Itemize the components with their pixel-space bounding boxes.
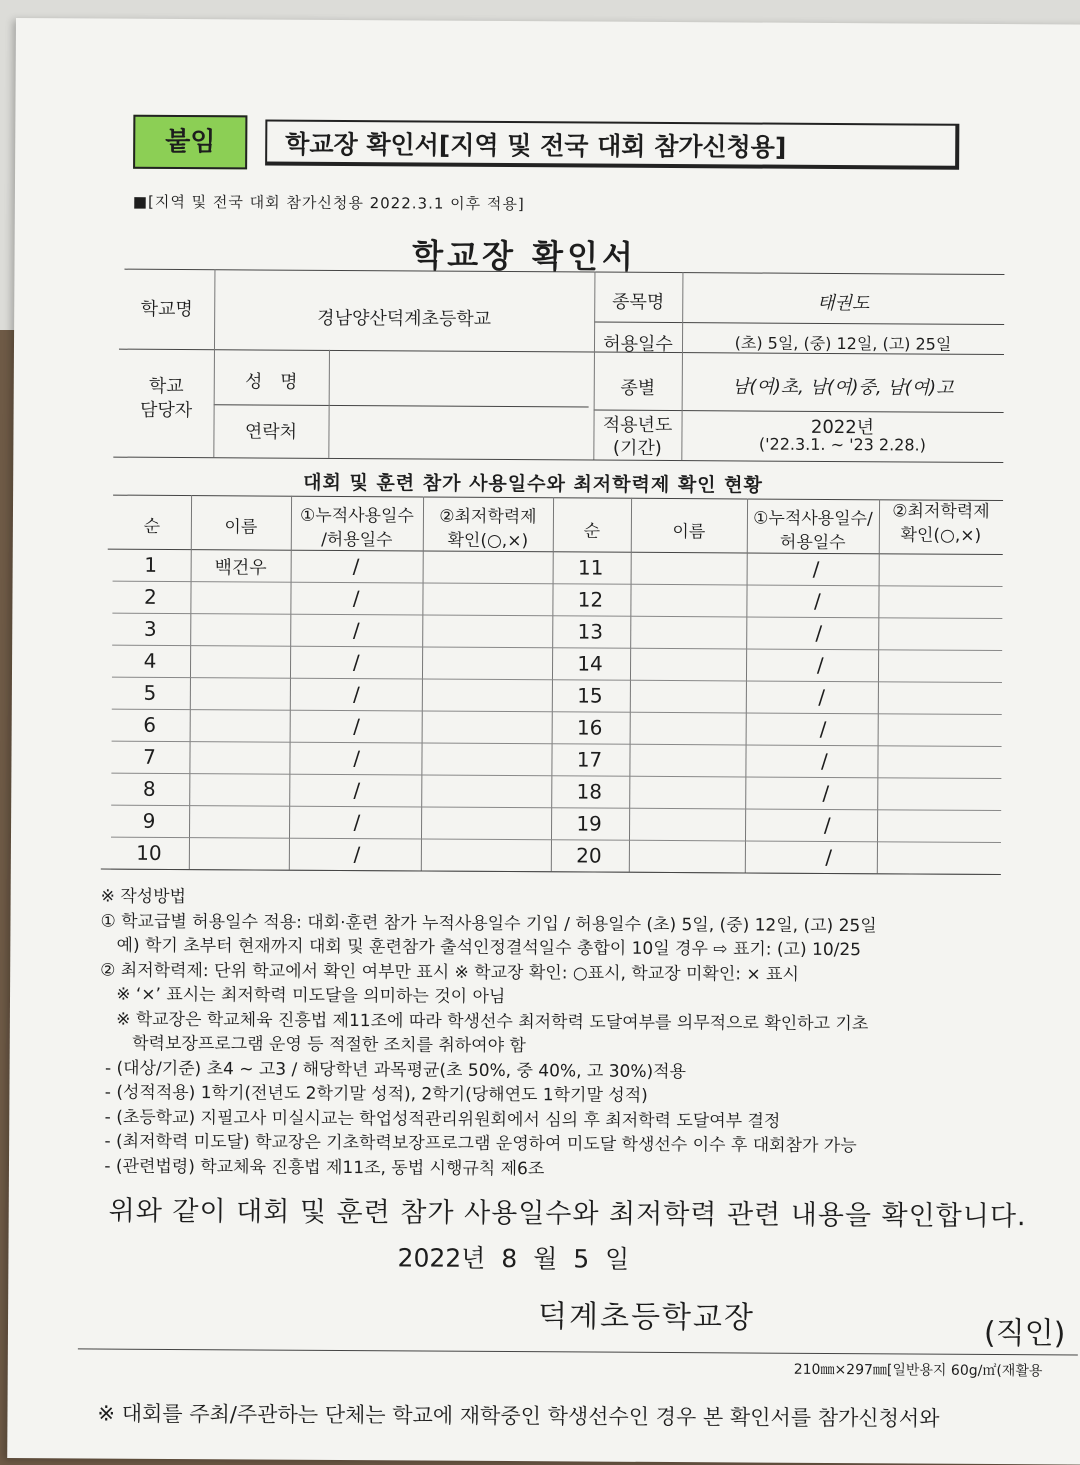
row-days-right[interactable]: / (812, 556, 820, 581)
row-seq-right: 16 (576, 715, 603, 740)
table-row-divider (112, 741, 1002, 747)
header-days-left: ①누적사용일수 /허용일수 (300, 505, 414, 551)
note-line: - (최저학력 미도달) 학교장은 기초학력보장프로그램 운영하여 미도달 학생선수 이수 후 대회참가 가능 (99, 1131, 857, 1157)
row-name-left[interactable] (189, 841, 289, 842)
row-check-right[interactable] (878, 653, 1002, 654)
table-row-divider (112, 709, 1002, 715)
attach-badge: 붙임 (133, 115, 247, 170)
row-seq-left: 8 (142, 776, 156, 801)
row-check-left[interactable] (423, 586, 553, 587)
row-name-left[interactable]: 백건우 (214, 557, 267, 579)
row-check-right[interactable] (877, 781, 1001, 782)
header-check-right: ②최저학력제 확인(○,×) (892, 501, 990, 546)
school-name: 경남양산덕계초등학교 (317, 307, 492, 330)
event-label: 종목명 (612, 291, 665, 313)
seal-label: (직인) (983, 1315, 1066, 1352)
row-name-left[interactable] (190, 713, 290, 714)
table-vline-2 (289, 496, 292, 870)
table-row-divider (111, 773, 1001, 779)
row-seq-right: 11 (577, 555, 604, 580)
note-line: - (초등학교) 지필고사 미실시교는 학업성적관리위원회에서 심의 후 최저학력 도달여부 결정 (99, 1107, 781, 1132)
row-name-right[interactable] (630, 748, 746, 749)
header-name-right: 이름 (672, 522, 706, 543)
allowed-days-value: (초) 5일, (중) 12일, (고) 25일 (734, 333, 952, 354)
row-check-left[interactable] (422, 746, 552, 747)
row-name-right[interactable] (630, 716, 746, 717)
row-seq-left: 2 (144, 584, 157, 609)
header-check-left: ②최저학력제 확인(○,×) (439, 506, 537, 552)
row-name-right[interactable] (629, 812, 745, 813)
row-check-right[interactable] (879, 589, 1003, 590)
row-check-right[interactable] (878, 717, 1002, 718)
note-line: - (성적적용) 1학기(전년도 2학기말 성적), 2학기(당해연도 1학기말 성적) (99, 1082, 648, 1106)
row-days-left[interactable]: / (353, 714, 361, 739)
contact-label: 연락처 (244, 421, 298, 443)
row-check-left[interactable] (422, 650, 552, 651)
row-name-left[interactable] (190, 617, 290, 618)
row-name-left[interactable] (189, 777, 289, 778)
row-seq-left: 7 (143, 744, 156, 769)
row-seq-left: 1 (144, 552, 158, 577)
row-check-left[interactable] (421, 842, 551, 843)
contact-input[interactable] (328, 418, 593, 450)
table-row-divider (112, 613, 1002, 619)
row-name-left[interactable] (190, 681, 290, 682)
row-name-left[interactable] (189, 809, 289, 810)
row-days-right[interactable]: / (813, 588, 821, 613)
row-check-left[interactable] (421, 778, 551, 779)
header-seq-right: 순 (583, 521, 601, 542)
table-row-divider (111, 805, 1001, 811)
table-vline-6 (745, 498, 748, 872)
manager-label: 학교 담당자 (139, 375, 193, 422)
info-bottom-border (113, 457, 1003, 463)
footer-rule (78, 1348, 1078, 1355)
principal-name: 덕계초등학교장 (537, 1299, 756, 1336)
row-days-left[interactable]: / (352, 618, 360, 643)
note-line: ※ ‘×’ 표시는 최저학력 미도달을 의미하는 것이 아님 (99, 984, 506, 1008)
gender-label: 종별 (620, 377, 656, 399)
row-name-left[interactable] (190, 649, 290, 650)
row-days-right[interactable]: / (820, 748, 828, 773)
signature-date: 2022년 8 월 5 일 (397, 1243, 630, 1274)
info-inner-divider (214, 404, 589, 407)
row-days-left[interactable]: / (353, 778, 361, 803)
row-days-right[interactable]: / (822, 780, 830, 805)
row-seq-right: 18 (576, 779, 603, 804)
name-label: 성 명 (244, 371, 298, 393)
row-check-right[interactable] (877, 845, 1001, 846)
row-seq-left: 3 (143, 616, 157, 641)
row-seq-left: 5 (143, 680, 157, 705)
document-page (7, 18, 1080, 1465)
table-row-divider (112, 645, 1002, 651)
row-check-left[interactable] (422, 714, 552, 715)
form-title: 학교장 확인서[지역 및 전국 대회 참가신청용] (265, 120, 959, 170)
row-name-right[interactable] (630, 684, 746, 685)
school-label: 학교명 (140, 298, 193, 321)
row-seq-right: 14 (577, 651, 603, 676)
row-check-right[interactable] (878, 685, 1002, 686)
row-name-right[interactable] (631, 588, 747, 589)
row-seq-left: 4 (143, 648, 157, 673)
row-name-left[interactable] (191, 585, 291, 586)
table-row-divider (111, 837, 1001, 843)
year-label: 적용년도 (기간) (602, 414, 673, 459)
row-days-right[interactable]: / (815, 620, 823, 645)
info-right-divider (594, 322, 1004, 326)
row-days-left[interactable]: / (353, 810, 361, 835)
gender-value: 남(여)초, 남(여)중, 남(여)고 (731, 376, 954, 399)
row-seq-right: 19 (576, 811, 602, 836)
row-days-right[interactable]: / (818, 684, 826, 709)
row-name-right[interactable] (630, 652, 746, 653)
table-title: 대회 및 훈련 참가 사용일수와 최저학력제 확인 현황 (303, 471, 763, 497)
row-seq-right: 17 (576, 747, 603, 772)
row-name-right[interactable] (629, 780, 745, 781)
event-value: 태권도 (817, 292, 870, 315)
row-seq-right: 12 (577, 587, 604, 612)
period-value: ('22.3.1. ~ '23 2.28.) (758, 434, 926, 455)
row-check-right[interactable] (878, 621, 1002, 622)
table-vline-1 (189, 495, 192, 869)
footnote: ※ 대회를 주최/주관하는 단체는 학교에 재학중인 학생선수인 경우 본 확인서를 참가신청서와 (97, 1401, 940, 1431)
row-days-left[interactable]: / (352, 586, 360, 611)
note-line: ① 학교급별 허용일수 적용: 대회·훈련 참가 누적사용일수 기입 / 허용일수 (초) 5일, (중) 12일, (고) 25일 (100, 911, 877, 936)
row-check-right[interactable] (879, 557, 1003, 558)
note-line: - (관련법령) 학교체육 진흥법 제11조, 동법 시행규칙 제6조 (98, 1156, 545, 1179)
notes-heading: ※ 작성방법 (100, 886, 187, 908)
header-seq-left: 순 (143, 516, 161, 537)
table-vline-7 (877, 499, 880, 873)
row-name-right[interactable] (631, 556, 747, 557)
row-seq-right: 13 (577, 619, 604, 644)
table-vline-3 (421, 496, 424, 870)
name-input[interactable] (329, 368, 594, 400)
row-days-right[interactable]: / (816, 652, 824, 677)
table-row-divider (112, 677, 1002, 683)
subnote: ■[지역 및 전국 대회 참가신청용 2022.3.1 이후 적용] (132, 192, 525, 214)
table-vline-5 (629, 498, 632, 872)
note-line: ② 최저학력제: 단위 학교에서 확인 여부만 표시 ※ 학교장 확인: ○표시, 학교장 미확인: × 표시 (100, 960, 799, 985)
main-title: 학교장 확인서 (412, 236, 637, 276)
header-days-right: ①누적사용일수/ 허용일수 (753, 508, 873, 554)
confirmation-text: 위와 같이 대회 및 훈련 참가 사용일수와 최저학력 관련 내용을 확인합니다. (108, 1195, 1027, 1233)
row-days-left[interactable]: / (352, 554, 360, 579)
row-check-left[interactable] (422, 682, 552, 683)
row-days-right[interactable]: / (819, 716, 827, 741)
year-value: 2022년 (810, 416, 875, 439)
row-name-right[interactable] (630, 620, 746, 621)
note-line: 학력보장프로그램 운영 등 적절한 조치를 취하여야 함 (99, 1033, 526, 1057)
row-seq-left: 9 (142, 808, 156, 833)
row-check-left[interactable] (422, 618, 552, 619)
note-line: - (대상/기준) 초4 ~ 고3 / 해당학년 과목평균(초 50%, 중 40%, 고 30%)적용 (99, 1058, 687, 1082)
header-name-left: 이름 (224, 517, 258, 538)
table-vline-4 (551, 497, 554, 871)
paper-spec: 210㎜×297㎜[일반용지 60g/㎡(재활용 (793, 1361, 1043, 1380)
row-days-left[interactable]: / (352, 682, 360, 707)
row-check-left[interactable] (423, 554, 553, 555)
row-days-right[interactable]: / (823, 812, 831, 837)
row-seq-left: 10 (136, 840, 162, 865)
row-seq-right: 15 (577, 683, 603, 708)
row-name-left[interactable] (190, 745, 290, 746)
table-row-divider (113, 581, 1003, 587)
note-line: ※ 학교장은 학교체육 진흥법 제11조에 따라 학생선수 최저학력 도달여부를 의무적으로 확인하고 기초 (99, 1009, 869, 1034)
row-days-left[interactable]: / (352, 650, 360, 675)
row-days-left[interactable]: / (353, 842, 361, 867)
writing-instructions (99, 885, 1080, 1185)
row-check-right[interactable] (878, 749, 1002, 750)
row-seq-right: 20 (576, 843, 602, 868)
row-seq-left: 6 (143, 712, 157, 737)
allowed-days-label: 허용일수 (603, 333, 673, 356)
row-days-right[interactable]: / (825, 844, 833, 870)
row-check-right[interactable] (877, 813, 1001, 814)
row-days-left[interactable]: / (353, 746, 361, 771)
row-check-left[interactable] (421, 810, 551, 811)
row-name-right[interactable] (629, 844, 745, 845)
note-line: 예) 학기 초부터 현재까지 대회 및 훈련참가 출석인정결석일수 총합이 10일 경우 ⇨ 표기: (고) 10/25 (100, 935, 862, 961)
